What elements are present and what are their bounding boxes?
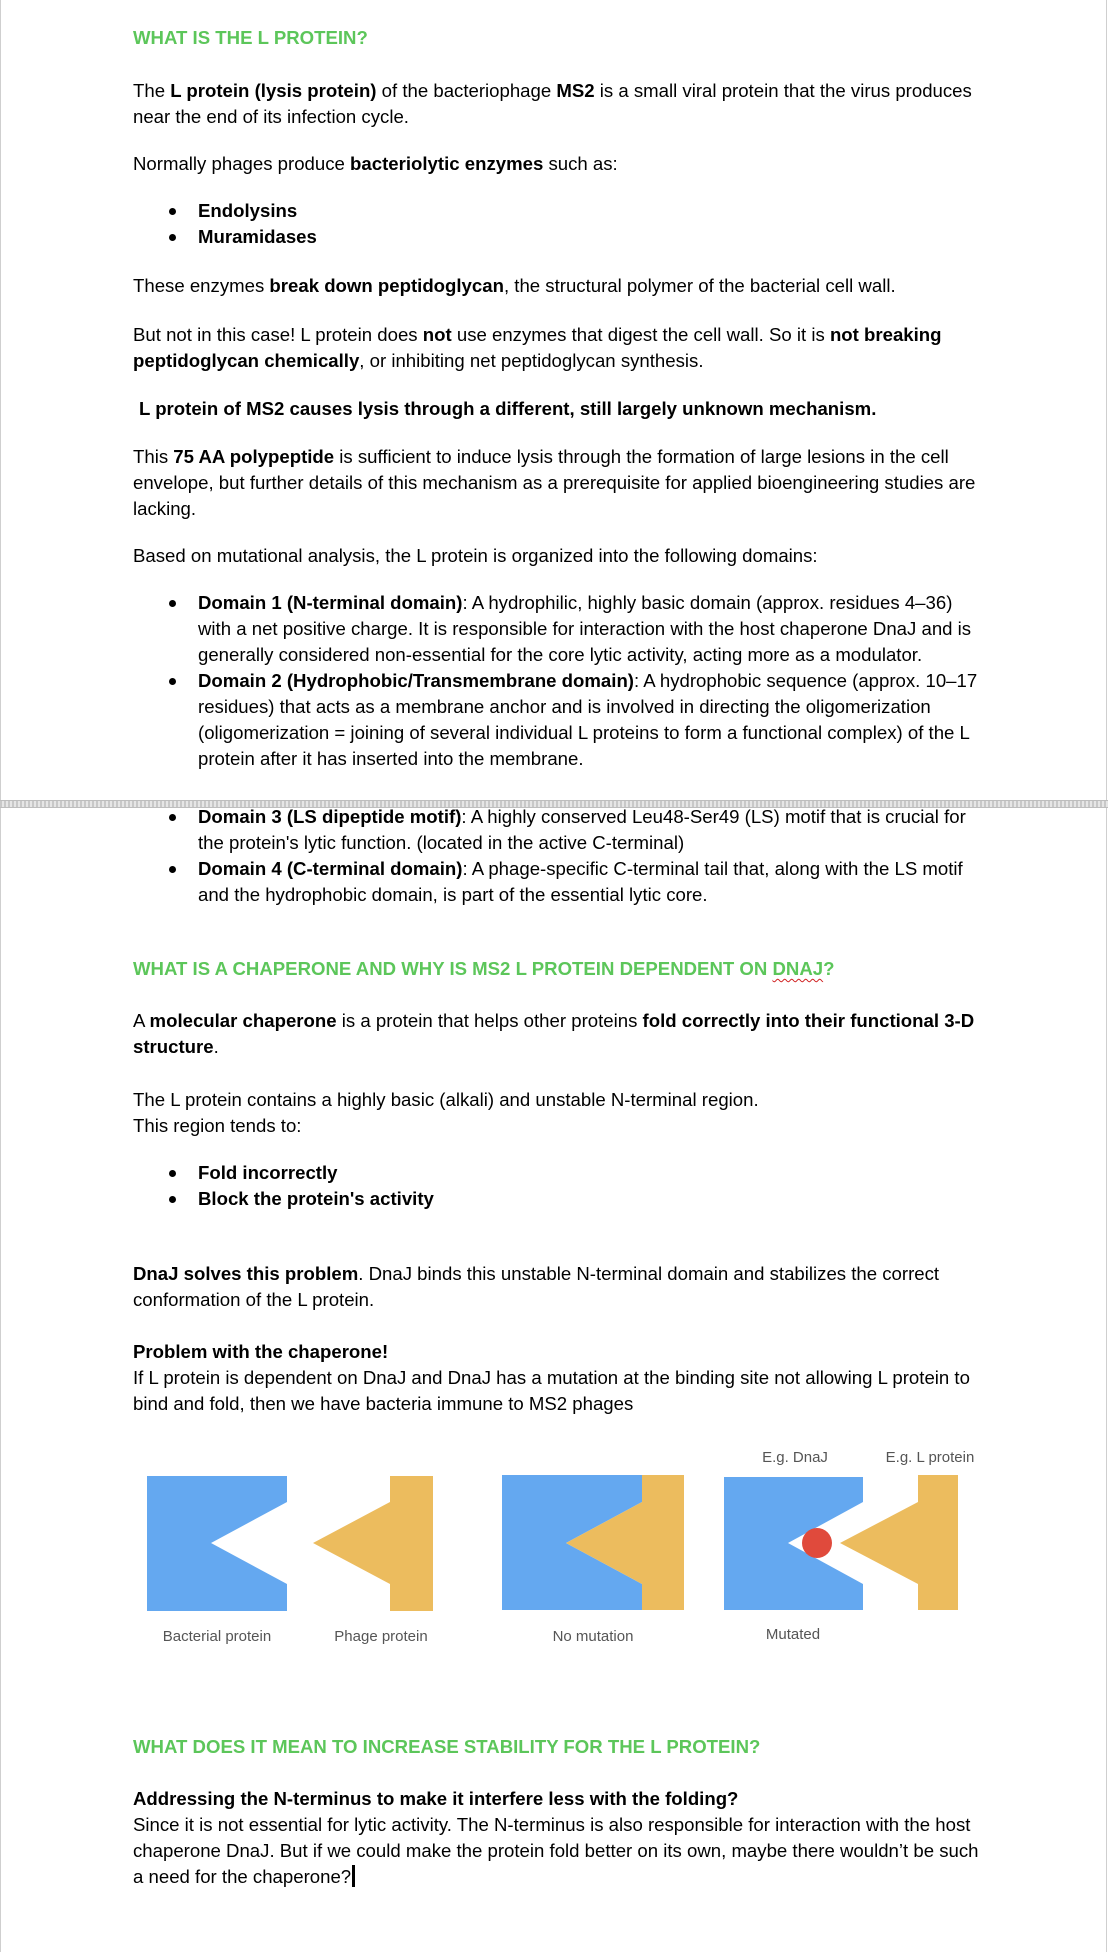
paragraph-polypeptide: This 75 AA polypeptide is sufficient to induce lysis through the formation of large lesions in the cell envelope, but further details of this mechanism as a prerequisite for applied bioengineering studies are lacking. <box>133 446 976 519</box>
domain-list-part2 <box>133 804 983 908</box>
spellcheck-underline[interactable]: DNAJ <box>772 958 824 979</box>
tendency-list <box>133 1160 993 1212</box>
label-dnaj: E.g. DnaJ <box>762 1449 828 1466</box>
paragraph-mechanism: L protein of MS2 causes lysis through a different, still largely unknown mechanism. <box>139 398 877 419</box>
section-heading-chaperone: WHAT IS A CHAPERONE AND WHY IS MS2 L PROTEIN DEPENDENT ON DNAJ? <box>133 958 835 979</box>
section-heading-l-protein: WHAT IS THE L PROTEIN? <box>133 27 368 48</box>
list-item: Endolysins <box>133 198 993 224</box>
paragraph-peptidoglycan: These enzymes break down peptidoglycan, the structural polymer of the bacterial cell wall. <box>133 275 896 296</box>
mutation-dot <box>802 1528 832 1558</box>
section-heading-stability: WHAT DOES IT MEAN TO INCREASE STABILITY FOR THE L PROTEIN? <box>133 1736 761 1757</box>
list-item: Block the protein's activity <box>133 1186 993 1212</box>
paragraph-enzymes: Normally phages produce bacteriolytic enzymes such as: <box>133 153 618 174</box>
domain-list-part1 <box>133 590 983 772</box>
label-phage-protein: Phage protein <box>334 1628 428 1645</box>
list-item: Domain 3 (LS dipeptide motif): A highly conserved Leu48-Ser49 (LS) motif that is crucial for the protein's lytic function. (located in the active C-terminal) <box>133 804 983 856</box>
list-item: Domain 4 (C-terminal domain): A phage-specific C-terminal tail that, along with the LS motif and the hydrophobic domain, is part of the essential lytic core. <box>133 856 983 908</box>
paragraph-not-enzymes: But not in this case! L protein does not use enzymes that digest the cell wall. So it is not breaking peptidoglycan chemically, or inhibiting net peptidoglycan synthesis. <box>133 324 942 371</box>
paragraph-domains-intro: Based on mutational analysis, the L protein is organized into the following domains: <box>133 545 818 566</box>
binding-diagram <box>133 1440 993 1660</box>
enzyme-list <box>133 198 993 250</box>
list-item: Muramidases <box>133 224 993 250</box>
phage-protein-shape <box>313 1476 433 1611</box>
text-cursor <box>352 1865 355 1887</box>
list-item: Domain 2 (Hydrophobic/Transmembrane domain): A hydrophobic sequence (approx. 10–17 residues) that acts as a membrane anchor and is involved in directing the oligomerization (oligomerization = joining of several individual L proteins to form a functional complex) of the L protein after it has inserted into the membrane. <box>133 668 983 772</box>
list-item: Fold incorrectly <box>133 1160 993 1186</box>
label-l-protein: E.g. L protein <box>885 1449 975 1466</box>
problem-title: Problem with the chaperone! <box>133 1341 389 1362</box>
paragraph-stability: Addressing the N-terminus to make it interfere less with the folding? Since it is not essential for lytic activity. The N-terminus is also responsible for interaction with the host chaperone DnaJ. But if we could make the protein fold better on its own, maybe there wouldn’t be such a need for the chaperone? <box>133 1788 979 1887</box>
paragraph-dnaj-solves: DnaJ solves this problem. DnaJ binds this unstable N-terminal domain and stabilizes the correct conformation of the L protein. <box>133 1263 940 1310</box>
bacterial-protein-shape <box>147 1476 287 1611</box>
label-no-mutation: No mutation <box>552 1628 634 1645</box>
paragraph-intro: The L protein (lysis protein) of the bacteriophage MS2 is a small viral protein that the virus produces near the end of its infection cycle. <box>133 80 972 127</box>
binding-diagram-svg <box>133 1440 993 1660</box>
label-mutated: Mutated <box>765 1626 821 1643</box>
paragraph-problem: Problem with the chaperone! If L protein is dependent on DnaJ and DnaJ has a mutation at the binding site not allowing L protein to bind and fold, then we have bacteria immune to MS2 phages <box>133 1341 970 1414</box>
paragraph-chaperone-def: A molecular chaperone is a protein that helps other proteins fold correctly into their functional 3-D structure. <box>133 1010 975 1057</box>
list-item: Domain 1 (N-terminal domain): A hydrophilic, highly basic domain (approx. residues 4–36) with a net positive charge. It is responsible for interaction with the host chaperone DnaJ and is generally considered non-essential for the core lytic activity, acting more as a modulator. <box>133 590 983 668</box>
label-bacterial-protein: Bacterial protein <box>162 1628 272 1645</box>
paragraph-n-terminal: The L protein contains a highly basic (alkali) and unstable N-terminal region. This region tends to: <box>133 1089 759 1136</box>
